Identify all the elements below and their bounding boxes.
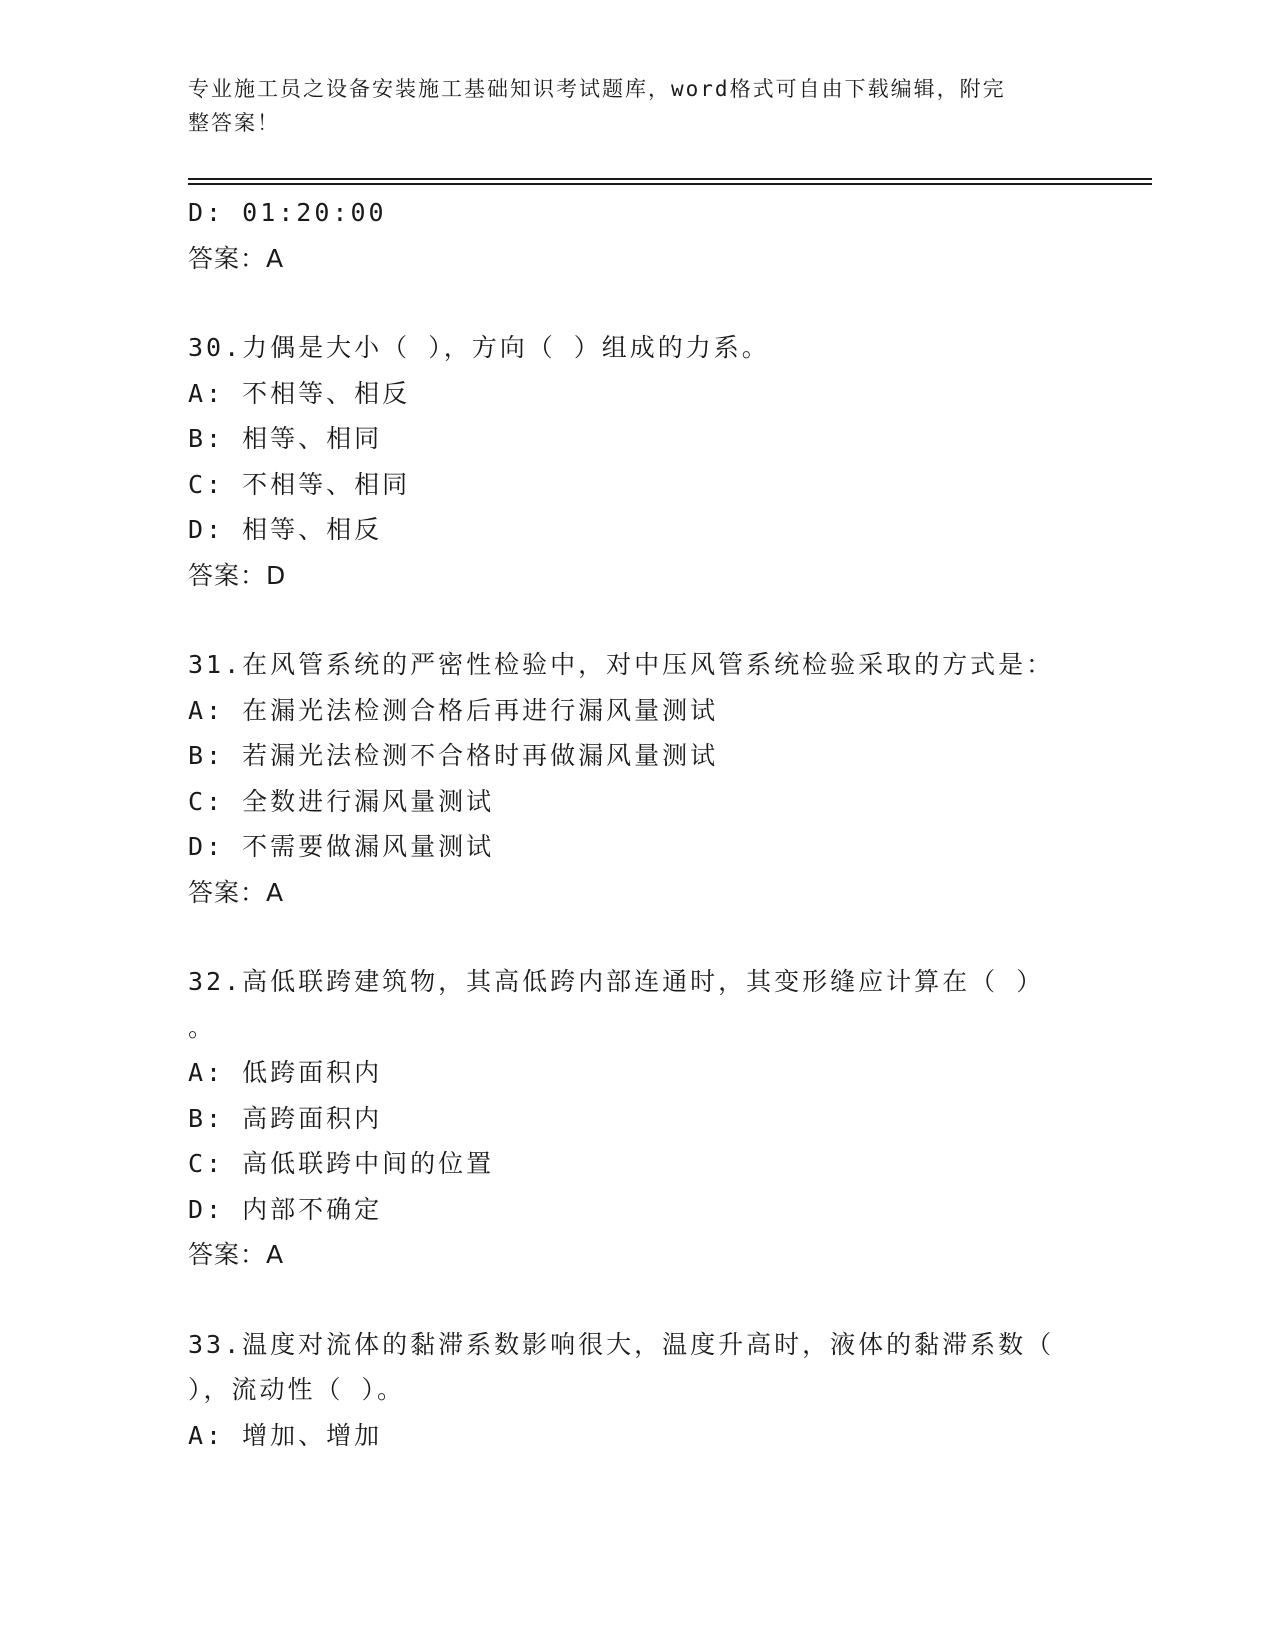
question-stem: 31.在风管系统的严密性检验中，对中压风管系统检验采取的方式是： [188, 650, 1055, 679]
option-c: C: 全数进行漏风量测试 [188, 786, 495, 816]
answer: 答案：D [188, 560, 287, 590]
question-stem-line-2: 。 [188, 1012, 217, 1042]
question-content [188, 190, 1088, 1458]
header-line-2: 整答案！ [188, 111, 280, 135]
option-d: D: 不需要做漏风量测试 [188, 832, 495, 861]
option-a: A: 增加、增加 [188, 1420, 383, 1450]
header-divider-top [188, 178, 1152, 180]
q29-answer: 答案：A [188, 243, 285, 273]
question-32 [188, 959, 1088, 1278]
spacer [188, 598, 1088, 642]
option-c: C: 高低联跨中间的位置 [188, 1149, 495, 1178]
question-stem: 30.力偶是大小（ ），方向（ ）组成的力系。 [188, 333, 770, 362]
option-a: A: 低跨面积内 [188, 1058, 383, 1087]
option-a: A: 在漏光法检测合格后再进行漏风量测试 [188, 695, 719, 725]
answer: 答案：A [188, 877, 285, 907]
answer: 答案：A [188, 1240, 285, 1269]
question-stem-line-2: ），流动性（ ）。 [188, 1375, 406, 1404]
header-divider-bottom [188, 183, 1152, 185]
header-line-1: 专业施工员之设备安装施工基础知识考试题库，word格式可自由下载编辑，附完 [188, 77, 1006, 101]
spacer [188, 915, 1088, 959]
question-stem-line-1: 32.高低联跨建筑物，其高低跨内部连通时，其变形缝应计算在（ ） [188, 967, 1045, 996]
question-31 [188, 642, 1088, 915]
question-33 [188, 1322, 1088, 1459]
option-a: A: 不相等、相反 [188, 378, 411, 408]
option-c: C: 不相等、相同 [188, 469, 411, 499]
question-stem-line-1: 33.温度对流体的黏滞系数影响很大，温度升高时，液体的黏滞系数（ [188, 1329, 1055, 1359]
option-b: B: 若漏光法检测不合格时再做漏风量测试 [188, 741, 719, 770]
spacer [188, 281, 1088, 325]
spacer [188, 1278, 1088, 1322]
question-30 [188, 325, 1088, 598]
option-b: B: 相等、相同 [188, 424, 383, 453]
document-header [188, 72, 1068, 140]
option-b: B: 高跨面积内 [188, 1103, 383, 1133]
option-d: D: 内部不确定 [188, 1194, 383, 1224]
q29-option-d: D: 01:20:00 [188, 198, 387, 227]
option-d: D: 相等、相反 [188, 515, 383, 544]
